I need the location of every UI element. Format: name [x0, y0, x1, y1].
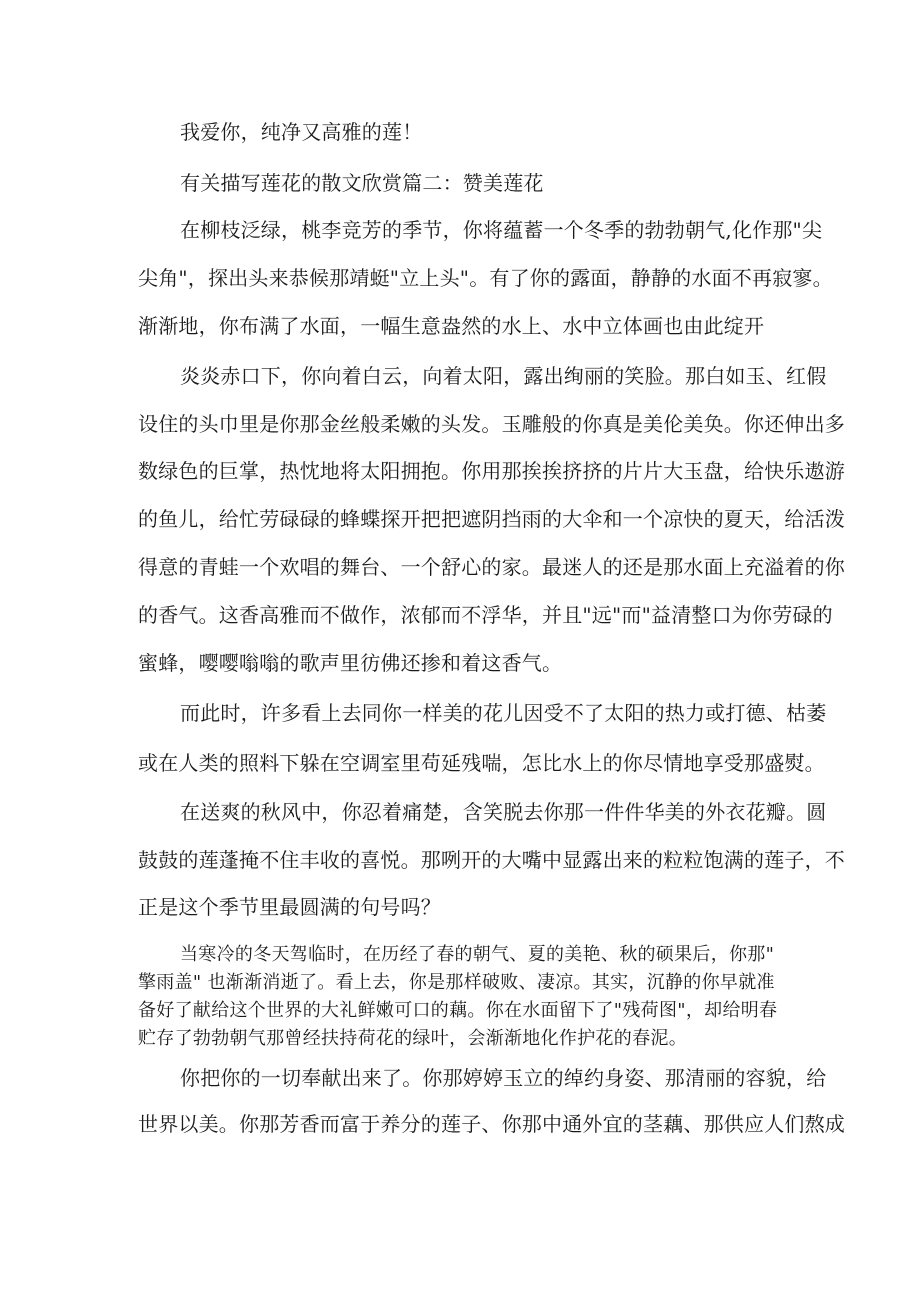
paragraph-1-line-2: 尖角"，探出头来恭候那靖蜓"立上头"。有了你的露面，静静的水面不再寂寥。	[138, 266, 833, 290]
paragraph-3-line-2: 或在人类的照料下躲在空调室里苟延残喘，怎比水上的你尽情地享受那盛熨。	[138, 751, 825, 775]
paragraph-4-line-3: 正是这个季节里最圆满的句号吗？	[138, 895, 441, 919]
paragraph-2-line-6: 的香气。这香高雅而不做作，浓郁而不浮华，并且"远"而"益清整口为你劳碌的	[138, 603, 833, 627]
paragraph-6-line-1: 你把你的一切奉献出来了。你那婷婷玉立的绰约身姿、那清丽的容貌，给	[180, 1066, 827, 1090]
closing-line: 我爱你，纯净又高雅的莲！	[180, 120, 423, 144]
paragraph-6-line-2: 世界以美。你那芳香而富于养分的莲子、你那中通外宜的茎藕、那供应人们熬成	[138, 1112, 845, 1136]
paragraph-2-line-5: 得意的青蛙一个欢唱的舞台、一个舒心的家。最迷人的还是那水面上充溢着的你	[138, 555, 845, 579]
paragraph-2-line-4: 的鱼儿，给忙劳碌碌的蜂蝶探开把把遮阴挡雨的大伞和一个凉快的夏天，给活泼	[138, 507, 845, 531]
section-heading: 有关描写莲花的散文欣赏篇二：赞美莲花	[180, 171, 544, 195]
paragraph-3-line-1: 而此时，许多看上去同你一样美的花儿因受不了太阳的热力或打德、枯萎	[180, 701, 827, 725]
paragraph-5-line-3: 备好了献给这个世界的大礼鲜嫩可口的藕。你在水面留下了"残荷图"，却给明春	[138, 1000, 778, 1021]
paragraph-2-line-7: 蜜蜂，嘤嘤嗡嗡的歌声里彷佛还掺和着这香气。	[138, 651, 563, 675]
paragraph-5-line-4: 贮存了勃勃朝气那曾经扶持荷花的绿叶，会渐渐地化作护花的春泥。	[138, 1028, 687, 1049]
paragraph-2-line-2: 设住的头巾里是你那金丝般柔嫩的头发。玉雕般的你真是美伦美奂。你还伸出多	[138, 412, 845, 436]
paragraph-1-line-3: 渐渐地，你布满了水面，一幅生意盎然的水上、水中立体画也由此绽开	[138, 314, 765, 338]
paragraph-2-line-1: 炎炎赤口下，你向着白云，向着太阳，露出绚丽的笑脸。那白如玉、红假	[180, 364, 827, 388]
paragraph-4-line-2: 鼓鼓的莲蓬掩不住丰收的喜悦。那咧开的大嘴中显露出来的粒粒饱满的莲子，不	[138, 848, 845, 872]
paragraph-5-line-1: 当寒冷的冬天驾临时，在历经了春的朝气、夏的美艳、秋的硕果后，你那"	[180, 944, 775, 965]
paragraph-2-line-3: 数绿色的巨掌，热忱地将太阳拥抱。你用那挨挨挤挤的片片大玉盘，给快乐遨游	[138, 459, 845, 483]
paragraph-1-line-1: 在柳枝泛绿，桃李竞芳的季节，你将蕴蓄一个冬季的勃勃朝气,化作那"尖	[180, 218, 823, 242]
paragraph-5-line-2: 擎雨盖" 也渐渐消逝了。看上去，你是那样破败、凄凉。其实，沉静的你早就准	[138, 972, 775, 993]
paragraph-4-line-1: 在送爽的秋风中，你忍着痛楚，含笑脱去你那一件件华美的外衣花瓣。圆	[180, 800, 827, 824]
